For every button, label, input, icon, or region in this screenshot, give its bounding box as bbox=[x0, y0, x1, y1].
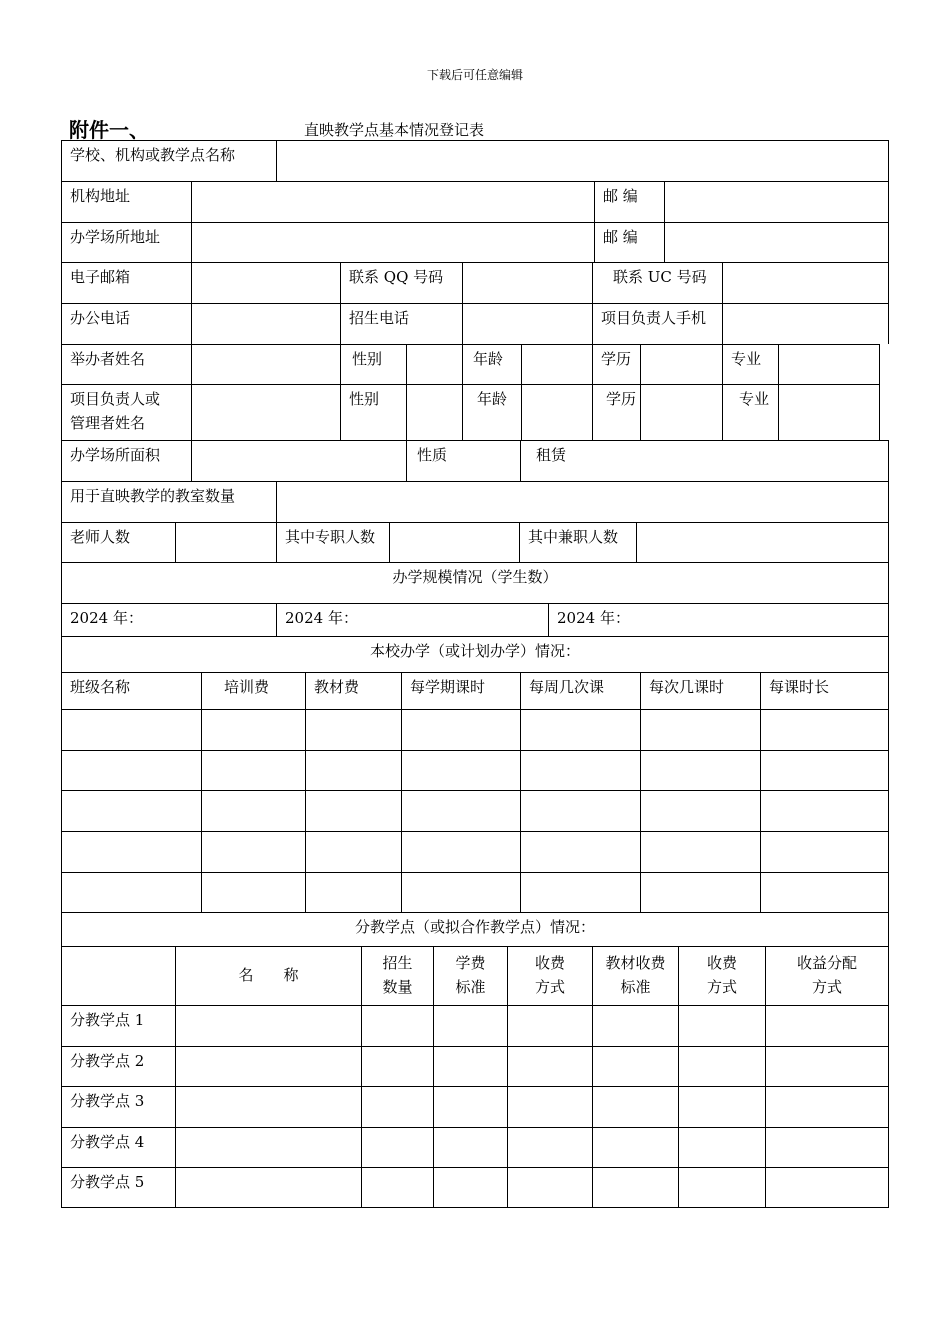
class-row bbox=[61, 790, 889, 831]
field-manager-name[interactable] bbox=[191, 384, 340, 440]
branch-cell[interactable] bbox=[361, 1167, 433, 1207]
branch-header-revenue-split: 收益分配 方式 bbox=[765, 946, 889, 1005]
class-cell[interactable] bbox=[305, 790, 401, 831]
class-cell[interactable] bbox=[61, 750, 201, 790]
branch-cell[interactable] bbox=[765, 1086, 889, 1127]
label-nature: 性质 bbox=[406, 440, 520, 481]
class-cell[interactable] bbox=[760, 831, 889, 872]
row-org-address bbox=[61, 181, 889, 222]
class-cell[interactable] bbox=[520, 831, 640, 872]
class-cell[interactable] bbox=[401, 750, 520, 790]
class-table-header bbox=[61, 672, 889, 709]
class-row bbox=[61, 750, 889, 790]
branch-cell[interactable] bbox=[433, 1005, 507, 1046]
class-cell[interactable] bbox=[61, 709, 201, 750]
branch-cell[interactable] bbox=[175, 1127, 361, 1167]
label-manager-mobile: 项目负责人手机 bbox=[592, 303, 722, 344]
scale-title: 办学规模情况（学生数） bbox=[61, 562, 889, 603]
branch-cell[interactable] bbox=[678, 1046, 765, 1086]
class-cell[interactable] bbox=[640, 709, 760, 750]
class-header-material-fee: 教材费 bbox=[305, 672, 401, 709]
branch-header-charge-method-2: 收费 方式 bbox=[678, 946, 765, 1005]
year-1[interactable]: 2024 年： bbox=[61, 603, 276, 636]
label-founder-education: 学历 bbox=[592, 344, 640, 384]
field-classroom-count[interactable] bbox=[276, 481, 889, 522]
branch-cell[interactable] bbox=[175, 1005, 361, 1046]
class-header-term-hours: 每学期课时 bbox=[401, 672, 520, 709]
branch-cell[interactable] bbox=[433, 1046, 507, 1086]
class-cell[interactable] bbox=[401, 872, 520, 912]
branch-row bbox=[61, 1086, 889, 1127]
row-scale-title bbox=[61, 562, 889, 603]
field-venue-address[interactable] bbox=[191, 222, 594, 262]
class-cell[interactable] bbox=[305, 831, 401, 872]
field-manager-major[interactable] bbox=[778, 384, 880, 440]
branch-cell[interactable] bbox=[678, 1086, 765, 1127]
class-cell[interactable] bbox=[520, 790, 640, 831]
class-row bbox=[61, 831, 889, 872]
row-manager bbox=[61, 384, 889, 440]
class-header-name: 班级名称 bbox=[61, 672, 201, 709]
row-classroom-count bbox=[61, 481, 889, 522]
label-venue-area: 办学场所面积 bbox=[61, 440, 191, 481]
field-postcode-2[interactable] bbox=[664, 222, 889, 262]
branch-row bbox=[61, 1046, 889, 1086]
branch-title: 分教学点（或拟合作教学点）情况： bbox=[61, 912, 889, 946]
branch-cell[interactable] bbox=[765, 1127, 889, 1167]
school-ops-title: 本校办学（或计划办学）情况： bbox=[61, 636, 889, 672]
label-office-phone: 办公电话 bbox=[61, 303, 191, 344]
row-teachers bbox=[61, 522, 889, 562]
field-contact-uc[interactable] bbox=[722, 262, 889, 303]
branch-row bbox=[61, 1127, 889, 1167]
label-teacher-count: 老师人数 bbox=[61, 522, 175, 562]
field-org-address[interactable] bbox=[191, 181, 594, 222]
branch-cell[interactable] bbox=[592, 1167, 678, 1207]
label-postcode: 邮 编 bbox=[594, 181, 664, 222]
field-venue-area[interactable] bbox=[191, 440, 406, 481]
branch-row bbox=[61, 1005, 889, 1046]
branch-cell[interactable] bbox=[507, 1127, 592, 1167]
field-parttime[interactable] bbox=[636, 522, 889, 562]
row-school-name bbox=[61, 140, 889, 181]
branch-row-label: 分教学点 3 bbox=[61, 1086, 175, 1127]
branch-cell[interactable] bbox=[175, 1167, 361, 1207]
branch-header-tuition: 学费 标准 bbox=[433, 946, 507, 1005]
label-manager-education: 学历 bbox=[592, 384, 640, 440]
branch-header-name: 名 称 bbox=[175, 946, 361, 1005]
table-bottom-border bbox=[61, 1207, 889, 1208]
form-title: 直映教学点基本情况登记表 bbox=[304, 121, 485, 139]
branch-cell[interactable] bbox=[361, 1046, 433, 1086]
field-teacher-count[interactable] bbox=[175, 522, 276, 562]
class-cell[interactable] bbox=[201, 831, 305, 872]
class-cell[interactable] bbox=[760, 872, 889, 912]
branch-cell[interactable] bbox=[678, 1167, 765, 1207]
label-founder-name: 举办者姓名 bbox=[61, 344, 191, 384]
branch-cell[interactable] bbox=[507, 1046, 592, 1086]
label-venue-address: 办学场所地址 bbox=[61, 222, 191, 262]
branch-cell[interactable] bbox=[433, 1167, 507, 1207]
branch-cell[interactable] bbox=[678, 1127, 765, 1167]
branch-cell[interactable] bbox=[765, 1046, 889, 1086]
class-cell[interactable] bbox=[520, 709, 640, 750]
branch-row-label: 分教学点 1 bbox=[61, 1005, 175, 1046]
branch-cell[interactable] bbox=[765, 1167, 889, 1207]
class-cell[interactable] bbox=[640, 831, 760, 872]
class-header-hour-length: 每课时长 bbox=[760, 672, 889, 709]
label-contact-uc: 联系 UC 号码 bbox=[592, 262, 722, 303]
label-enroll-phone: 招生电话 bbox=[340, 303, 462, 344]
class-header-training-fee: 培训费 bbox=[201, 672, 305, 709]
branch-row-label: 分教学点 5 bbox=[61, 1167, 175, 1207]
branch-row-label: 分教学点 4 bbox=[61, 1127, 175, 1167]
class-header-weekly-sessions: 每周几次课 bbox=[520, 672, 640, 709]
label-email: 电子邮箱 bbox=[61, 262, 191, 303]
field-manager-gender[interactable] bbox=[406, 384, 462, 440]
row-contacts bbox=[61, 262, 889, 303]
branch-cell[interactable] bbox=[433, 1086, 507, 1127]
label-classroom-count: 用于直映教学的教室数量 bbox=[61, 481, 276, 522]
branch-header-blank bbox=[61, 946, 175, 1005]
field-manager-mobile[interactable] bbox=[722, 303, 889, 344]
class-cell[interactable] bbox=[201, 790, 305, 831]
class-cell[interactable] bbox=[61, 872, 201, 912]
label-manager-name-line2: 管理者姓名 bbox=[70, 414, 146, 432]
class-cell[interactable] bbox=[520, 750, 640, 790]
field-founder-name[interactable] bbox=[191, 344, 340, 384]
class-cell[interactable] bbox=[201, 709, 305, 750]
class-cell[interactable] bbox=[760, 709, 889, 750]
branch-header-charge-method: 收费 方式 bbox=[507, 946, 592, 1005]
class-cell[interactable] bbox=[61, 790, 201, 831]
year-2[interactable]: 2024 年： bbox=[276, 603, 548, 636]
label-manager-age: 年龄 bbox=[462, 384, 521, 440]
field-school-name[interactable] bbox=[276, 140, 889, 181]
label-parttime: 其中兼职人数 bbox=[519, 522, 636, 562]
label-school-name: 学校、机构或教学点名称 bbox=[61, 140, 276, 181]
branch-cell[interactable] bbox=[175, 1046, 361, 1086]
class-cell[interactable] bbox=[401, 790, 520, 831]
row-years bbox=[61, 603, 889, 636]
branch-cell[interactable] bbox=[507, 1086, 592, 1127]
row-school-ops-title bbox=[61, 636, 889, 672]
branch-cell[interactable] bbox=[592, 1005, 678, 1046]
branch-row bbox=[61, 1167, 889, 1207]
branch-cell[interactable] bbox=[592, 1046, 678, 1086]
field-founder-gender[interactable] bbox=[406, 344, 462, 384]
branch-cell[interactable] bbox=[361, 1127, 433, 1167]
year-3[interactable]: 2024 年： bbox=[548, 603, 889, 636]
class-cell[interactable] bbox=[305, 750, 401, 790]
label-founder-gender: 性别 bbox=[340, 344, 406, 384]
row-branch-title bbox=[61, 912, 889, 946]
branch-cell[interactable] bbox=[175, 1086, 361, 1127]
class-cell[interactable] bbox=[305, 709, 401, 750]
label-founder-major: 专业 bbox=[722, 344, 778, 384]
label-manager-gender: 性别 bbox=[340, 384, 406, 440]
branch-cell[interactable] bbox=[592, 1086, 678, 1127]
label-postcode-2: 邮 编 bbox=[594, 222, 664, 262]
class-cell[interactable] bbox=[640, 750, 760, 790]
label-org-address: 机构地址 bbox=[61, 181, 191, 222]
class-cell[interactable] bbox=[760, 790, 889, 831]
class-cell[interactable] bbox=[520, 872, 640, 912]
branch-cell[interactable] bbox=[507, 1005, 592, 1046]
field-email[interactable] bbox=[191, 262, 340, 303]
row-venue-address bbox=[61, 222, 889, 262]
branch-cell[interactable] bbox=[765, 1005, 889, 1046]
branch-cell[interactable] bbox=[361, 1086, 433, 1127]
label-manager-major: 专业 bbox=[722, 384, 778, 440]
class-row bbox=[61, 709, 889, 750]
label-founder-age: 年龄 bbox=[462, 344, 521, 384]
class-cell[interactable] bbox=[401, 709, 520, 750]
field-founder-education[interactable] bbox=[640, 344, 722, 384]
class-cell[interactable] bbox=[760, 750, 889, 790]
class-cell[interactable] bbox=[61, 831, 201, 872]
field-postcode[interactable] bbox=[664, 181, 889, 222]
field-manager-age[interactable] bbox=[521, 384, 592, 440]
branch-cell[interactable] bbox=[361, 1005, 433, 1046]
branch-cell[interactable] bbox=[592, 1127, 678, 1167]
class-cell[interactable] bbox=[305, 872, 401, 912]
branch-row-label: 分教学点 2 bbox=[61, 1046, 175, 1086]
class-cell[interactable] bbox=[640, 872, 760, 912]
class-header-session-hours: 每次几课时 bbox=[640, 672, 760, 709]
class-cell[interactable] bbox=[201, 872, 305, 912]
branch-header-enroll: 招生 数量 bbox=[361, 946, 433, 1005]
label-fulltime: 其中专职人数 bbox=[276, 522, 389, 562]
row-founder bbox=[61, 344, 889, 384]
row-phones bbox=[61, 303, 889, 344]
field-manager-education[interactable] bbox=[640, 384, 722, 440]
field-founder-age[interactable] bbox=[521, 344, 592, 384]
class-row bbox=[61, 872, 889, 912]
field-nature[interactable]: 租赁 bbox=[520, 440, 889, 481]
label-manager-name-line1: 项目负责人或 bbox=[70, 390, 161, 408]
class-cell[interactable] bbox=[201, 750, 305, 790]
branch-table-header bbox=[61, 946, 889, 1005]
branch-cell[interactable] bbox=[433, 1127, 507, 1167]
field-enroll-phone[interactable] bbox=[462, 303, 592, 344]
label-contact-qq: 联系 QQ 号码 bbox=[340, 262, 462, 303]
branch-header-material-fee: 教材收费 标准 bbox=[592, 946, 678, 1005]
field-contact-qq[interactable] bbox=[462, 262, 592, 303]
header-note: 下载后可任意编辑 bbox=[426, 68, 523, 82]
branch-cell[interactable] bbox=[678, 1005, 765, 1046]
branch-cell[interactable] bbox=[507, 1167, 592, 1207]
class-cell[interactable] bbox=[401, 831, 520, 872]
field-office-phone[interactable] bbox=[191, 303, 340, 344]
field-fulltime[interactable] bbox=[389, 522, 519, 562]
field-founder-major[interactable] bbox=[778, 344, 880, 384]
label-manager-name bbox=[61, 384, 191, 440]
class-cell[interactable] bbox=[640, 790, 760, 831]
row-venue-area bbox=[61, 440, 889, 481]
attachment-label: 附件一、 bbox=[69, 118, 149, 142]
